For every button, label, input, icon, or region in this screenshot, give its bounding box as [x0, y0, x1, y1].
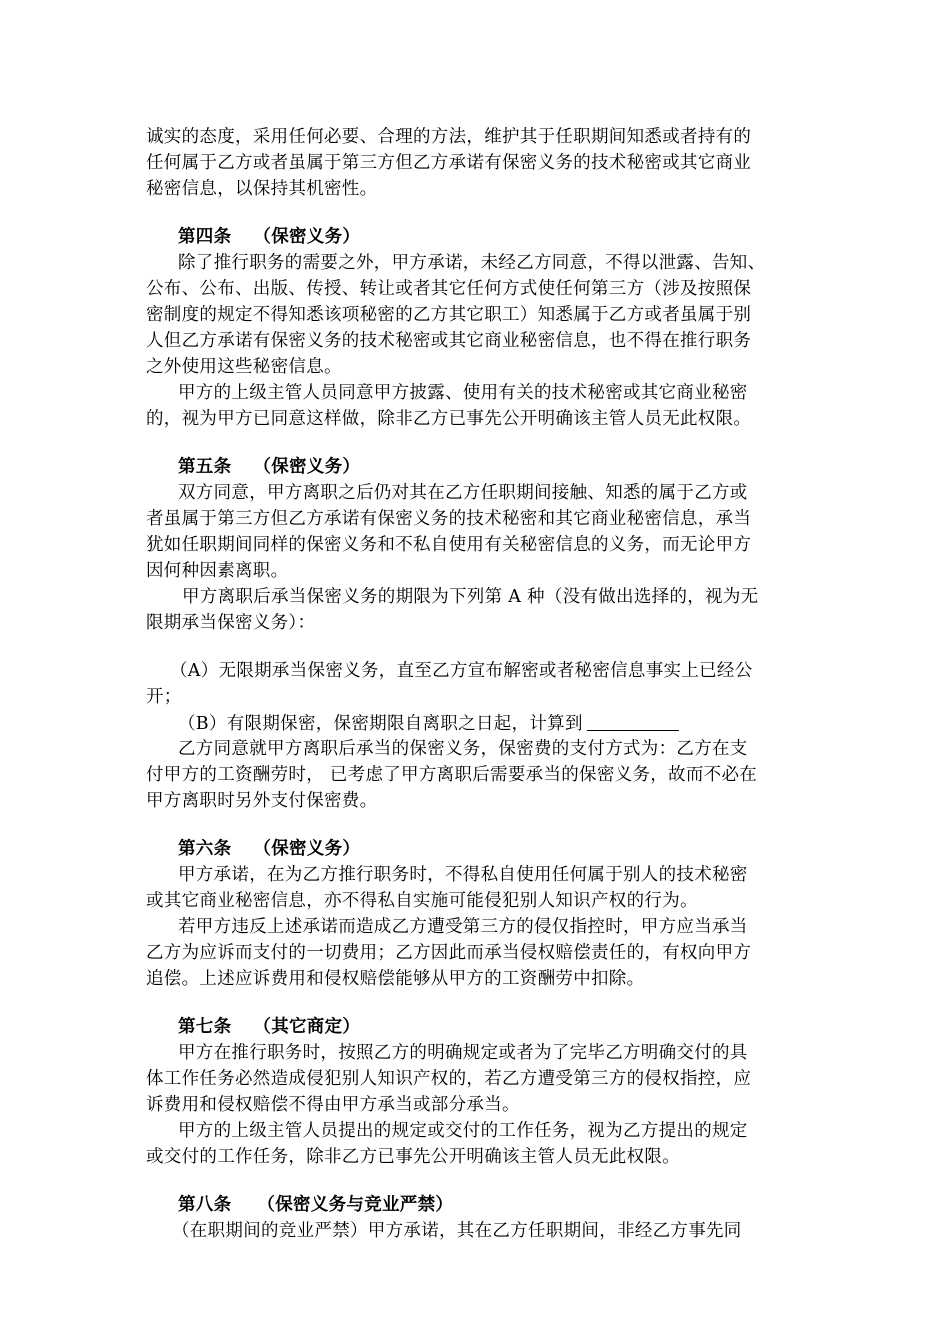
body-text: 者虽属于第三方但乙方承诺有保密义务的技术秘密和其它商业秘密信息，承当 [146, 509, 752, 529]
article-7-heading [178, 1016, 848, 1038]
body-text: 甲方的上级主管人员提出的规定或交付的工作任务，视为乙方提出的规定 [178, 1121, 748, 1141]
date-blank [587, 712, 679, 731]
body-text: 付甲方的工资酬劳时， 已考虑了甲方离职后需要承当的保密义务，故而不必在 [146, 765, 758, 785]
body-text: 若甲方违反上述承诺而造成乙方遭受第三方的侵仅指控时，甲方应当承当 [178, 917, 748, 937]
body-text: 限期承当保密义务）： [146, 613, 316, 633]
body-text: 人但乙方承诺有保密义务的技术秘密或其它商业秘密信息，也不得在推行职务 [146, 331, 752, 351]
article-5-heading [178, 456, 848, 478]
body-text: 密制度的规定不得知悉该项秘密的乙方其它职工）知悉属于乙方或者虽属于别 [146, 305, 752, 325]
article-title: （保密义务） [253, 839, 361, 859]
body-text: 甲方的上级主管人员同意甲方披露、使用有关的技术秘密或其它商业秘密 [178, 383, 748, 403]
article-number: 第五条 [178, 457, 232, 477]
option-b-label: （B）有限期保密，保密期限自离职之日起，计算到 [178, 714, 583, 734]
body-text: 犹如任职期间同样的保密义务和不私自使用有关秘密信息的义务，而无论甲方 [146, 535, 752, 555]
body-text: 或交付的工作任务，除非乙方已事先公开明确该主管人员无此权限。 [146, 1147, 680, 1167]
body-text: 除了推行职务的需要之外，甲方承诺，未经乙方同意，不得以泄露、告知、 [178, 253, 766, 273]
option-a-text: 开； [146, 687, 182, 707]
article-4-heading [178, 226, 848, 248]
article-8-heading [178, 1194, 848, 1216]
article-6-heading [178, 838, 848, 860]
body-text: 诉费用和侵权赔偿不得由甲方承当或部分承当。 [146, 1095, 520, 1115]
option-a-text: （A）无限期承当保密义务，直至乙方宣布解密或者秘密信息事实上已经公 [170, 661, 753, 681]
body-text: 或其它商业秘密信息，亦不得私自实施可能侵犯别人知识产权的行为。 [146, 891, 698, 911]
body-text: 甲方离职时另外支付保密费。 [146, 791, 378, 811]
article-number: 第七条 [178, 1017, 232, 1037]
body-text: 体工作任务必然造成侵犯别人知识产权的，若乙方遭受第三方的侵权指控，应 [146, 1069, 752, 1089]
article-number: 第四条 [178, 227, 232, 247]
body-text: 秘密信息，以保持其机密性。 [146, 179, 378, 199]
article-number: 第八条 [178, 1195, 232, 1215]
body-text: 因何种因素离职。 [146, 561, 289, 581]
article-title: （其它商定） [253, 1017, 361, 1037]
body-text: （在职期间的竞业严禁）甲方承诺，其在乙方任职期间，非经乙方事先同 [172, 1221, 742, 1241]
body-text: 追偿。上述应诉费用和侵权赔偿能够从甲方的工资酬劳中扣除。 [146, 969, 645, 989]
body-text: 的，视为甲方已同意这样做，除非乙方已事先公开明确该主管人员无此权限。 [146, 409, 752, 429]
body-text: 诚实的态度，采用任何必要、合理的方法，维护其于任职期间知悉或者持有的 [146, 127, 752, 147]
option-b-text [178, 712, 848, 735]
body-text: 公布、公布、出版、传授、转让或者其它任何方式使任何第三方（涉及按照保 [146, 279, 752, 299]
article-title: （保密义务与竞业严禁） [257, 1195, 454, 1215]
body-text: 甲方在推行职务时，按照乙方的明确规定或者为了完毕乙方明确交付的具 [178, 1043, 748, 1063]
body-text: 任何属于乙方或者虽属于第三方但乙方承诺有保密义务的技术秘密或其它商业 [146, 153, 752, 173]
body-text: 之外使用这些秘密信息。 [146, 357, 342, 377]
body-text: 双方同意，甲方离职之后仍对其在乙方任职期间接触、知悉的属于乙方或 [178, 483, 748, 503]
article-title: （保密义务） [253, 457, 361, 477]
body-text: 乙方为应诉而支付的一切费用；乙方因此而承当侵权赔偿责任的，有权向甲方 [146, 943, 752, 963]
article-title: （保密义务） [253, 227, 361, 247]
body-text: 甲方承诺，在为乙方推行职务时，不得私自使用任何属于别人的技术秘密 [178, 865, 748, 885]
body-text: 甲方离职后承当保密义务的期限为下列第 A 种（没有做出选择的，视为无 [182, 587, 759, 607]
article-number: 第六条 [178, 839, 232, 859]
body-text: 乙方同意就甲方离职后承当的保密义务，保密费的支付方式为：乙方在支 [178, 739, 748, 759]
